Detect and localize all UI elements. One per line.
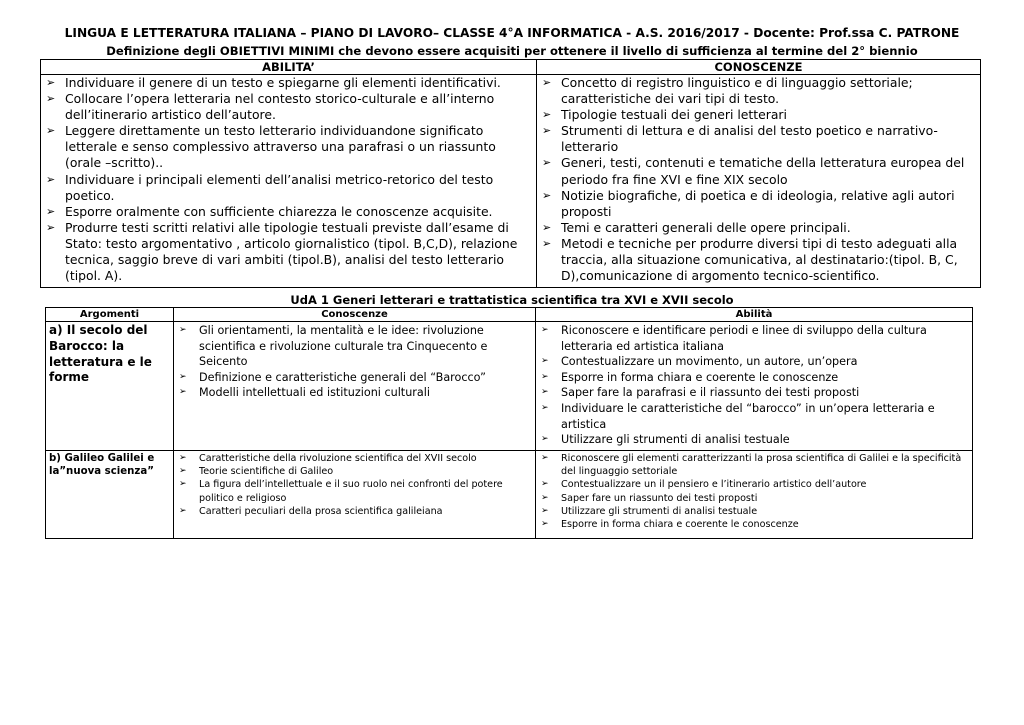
table-row <box>46 322 973 451</box>
list-item: ➢ Collocare l’opera letteraria nel contesto storico-culturale e all’interno dell’itinerario artistico dell’autore. <box>43 91 534 123</box>
list-item: ➢ Utilizzare gli strumenti di analisi testuale <box>539 432 969 448</box>
list-item: ➢ Generi, testi, contenuti e tematiche della letteratura europea del periodo fra fine XVI e fine XIX secolo <box>539 155 978 187</box>
list-item: ➢ Esporre in forma chiara e coerente le conoscenze <box>539 370 969 386</box>
list-item: ➢ Gli orientamenti, la mentalità e le idee: rivoluzione scientifica e rivoluzione culturale tra Cinquecento e Seicento <box>177 323 532 370</box>
list-item: ➢ Riconoscere e identificare periodi e linee di sviluppo della cultura letteraria ed artistica italiana <box>539 323 969 354</box>
list-item: ➢ Individuare le caratteristiche del “barocco” in un’opera letteraria e artistica <box>539 401 969 432</box>
uda-title: UdA 1 Generi letterari e trattatistica scientifica tra XVI e XVII secolo <box>290 293 734 307</box>
abilita-list <box>539 452 969 532</box>
argomento-cell: a) Il secolo del Barocco: la letteratura e le forme <box>46 322 174 451</box>
abilita-list <box>539 323 969 448</box>
abilita-list <box>43 75 534 284</box>
objectives-header-conoscenze: CONOSCENZE <box>537 60 981 75</box>
list-item: ➢ Metodi e tecniche per produrre diversi tipi di testo adeguati alla traccia, alla situazione comunicativa, al destinatario:(tipol. B, C, D),comunicazione di argomento tecnico-scientifico. <box>539 236 978 284</box>
list-item: ➢ Individuare il genere di un testo e spiegarne gli elementi identificativi. <box>43 75 534 91</box>
list-item: ➢ Caratteri peculiari della prosa scientifica galileiana <box>177 505 532 518</box>
list-item: ➢ Saper fare un riassunto dei testi proposti <box>539 492 969 505</box>
objectives-table <box>40 59 981 288</box>
list-item: ➢ Notizie biografiche, di poetica e di ideologia, relative agli autori proposti <box>539 188 978 220</box>
list-item: ➢ Contestualizzare un il pensiero e l’itinerario artistico dell’autore <box>539 478 969 491</box>
list-item: ➢ Utilizzare gli strumenti di analisi testuale <box>539 505 969 518</box>
list-item: ➢ La figura dell’intellettuale e il suo ruolo nei confronti del potere politico e religioso <box>177 478 532 505</box>
abilita-cell <box>536 322 973 451</box>
list-item: ➢ Leggere direttamente un testo letterario individuandone significato letterale e senso complessivo attraverso una parafrasi o un riassunto (orale –scritto).. <box>43 123 534 171</box>
list-item: ➢ Strumenti di lettura e di analisi del testo poetico e narrativo-letterario <box>539 123 978 155</box>
conoscenze-list <box>539 75 978 284</box>
table-row <box>46 450 973 538</box>
list-item: ➢ Contestualizzare un movimento, un autore, un’opera <box>539 354 969 370</box>
uda-table <box>45 307 973 539</box>
uda-header-argomenti: Argomenti <box>46 308 174 322</box>
list-item: ➢ Modelli intellettuali ed istituzioni culturali <box>177 385 532 401</box>
list-item: ➢ Concetto di registro linguistico e di linguaggio settoriale; caratteristiche dei vari tipi di testo. <box>539 75 978 107</box>
conoscenze-cell <box>174 322 536 451</box>
list-item: ➢ Saper fare la parafrasi e il riassunto dei testi proposti <box>539 385 969 401</box>
list-item: ➢ Definizione e caratteristiche generali del “Barocco” <box>177 370 532 386</box>
list-item: ➢ Riconoscere gli elementi caratterizzanti la prosa scientifica di Galilei e la specificità del linguaggio settoriale <box>539 452 969 479</box>
document-subtitle: Definizione degli OBIETTIVI MINIMI che devono essere acquisiti per ottenere il livello di sufficienza al termine del 2° biennio <box>106 44 918 58</box>
document-title: LINGUA E LETTERATURA ITALIANA – PIANO DI LAVORO– CLASSE 4°A INFORMATICA - A.S. 2016/2017 - Docente: Prof.ssa C. PATRONE <box>64 26 960 40</box>
conoscenze-list <box>177 323 532 401</box>
uda-header-abilita: Abilità <box>536 308 973 322</box>
objectives-abilita-cell <box>41 75 537 288</box>
list-item: ➢ Esporre in forma chiara e coerente le conoscenze <box>539 518 969 531</box>
list-item: ➢ Individuare i principali elementi dell’analisi metrico-retorico del testo poetico. <box>43 172 534 204</box>
conoscenze-list <box>177 452 532 518</box>
list-item: ➢ Esporre oralmente con sufficiente chiarezza le conoscenze acquisite. <box>43 204 534 220</box>
abilita-cell <box>536 450 973 538</box>
list-item: ➢ Tipologie testuali dei generi letterari <box>539 107 978 123</box>
list-item: ➢ Teorie scientifiche di Galileo <box>177 465 532 478</box>
conoscenze-cell <box>174 450 536 538</box>
list-item: ➢ Temi e caratteri generali delle opere principali. <box>539 220 978 236</box>
objectives-conoscenze-cell <box>537 75 981 288</box>
list-item: ➢ Caratteristiche della rivoluzione scientifica del XVII secolo <box>177 452 532 465</box>
uda-header-conoscenze: Conoscenze <box>174 308 536 322</box>
argomento-cell: b) Galileo Galilei e la”nuova scienza” <box>46 450 174 538</box>
objectives-header-abilita: ABILITA’ <box>41 60 537 75</box>
list-item: ➢ Produrre testi scritti relativi alle tipologie testuali previste dall’esame di Stato: testo argomentativo , articolo giornalistico (tipol. B,C,D), relazione tecnica, saggio breve di vari ambiti (tipol.B), analisi del testo letterario (tipol. A). <box>43 220 534 284</box>
